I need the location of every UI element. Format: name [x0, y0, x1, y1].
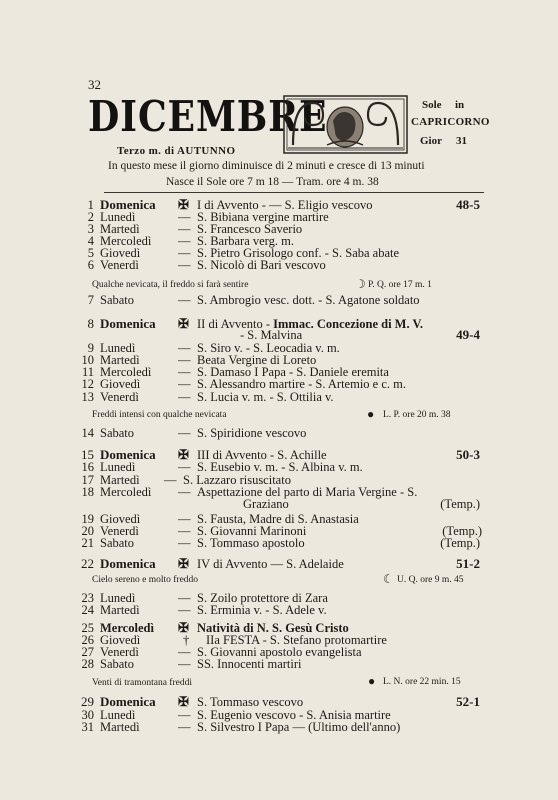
day-number: 7	[87, 293, 94, 307]
saint-text: S. Silvestro I Papa — (Ultimo dell'anno)	[197, 720, 401, 734]
dash-icon: —	[178, 210, 191, 224]
day-row-continued	[60, 329, 484, 341]
day-number: 19	[81, 512, 94, 526]
saint-text: I di Avvento - — S. Eligio vescovo	[197, 198, 373, 212]
dash-icon: —	[178, 246, 191, 260]
day-number: 27	[81, 645, 94, 659]
sun-sign-label: Sole	[422, 99, 442, 111]
day-number: 11	[81, 365, 94, 379]
saint-text-continued: Graziano	[243, 497, 289, 511]
day-number: 9	[87, 341, 94, 355]
day-row	[60, 721, 484, 733]
dash-icon: —	[178, 720, 191, 734]
saint-text: S. Francesco Saverio	[197, 222, 303, 236]
saint-text: S. Lucia v. m. - S. Ottilia v.	[197, 390, 334, 404]
day-name: Mercoledì	[100, 234, 152, 248]
ember-day-label: (Temp.)	[442, 524, 482, 538]
day-name: Lunedì	[100, 460, 136, 474]
cross-icon: ✠	[178, 197, 189, 212]
saint-text: S. Giovanni apostolo evangelista	[197, 645, 362, 659]
day-number: 14	[81, 426, 94, 440]
day-name: Martedì	[100, 603, 140, 617]
day-number: 26	[81, 633, 94, 647]
day-name: Domenica	[100, 316, 156, 331]
sun-sign-day-label: Gior	[420, 135, 442, 147]
week-number: 51-2	[456, 556, 480, 571]
day-number: 3	[87, 222, 94, 236]
saint-text: S. Eugenio vescovo - S. Anisia martire	[197, 708, 391, 722]
saint-text-continued: - S. Malvina	[240, 328, 303, 342]
day-row	[60, 558, 484, 570]
dash-icon: —	[178, 460, 191, 474]
day-number: 8	[87, 316, 94, 331]
saint-text: S. Bibiana vergine martire	[197, 210, 329, 224]
day-name: Venerdì	[100, 258, 139, 272]
day-number: 21	[81, 536, 94, 550]
saint-text: S. Eusebio v. m. - S. Albina v. m.	[197, 460, 363, 474]
day-row-continued	[60, 498, 484, 510]
day-name: Lunedì	[100, 591, 136, 605]
weather-note: Cielo sereno e molto freddo	[92, 575, 199, 585]
day-name: Domenica	[100, 694, 156, 709]
day-number: 10	[81, 353, 94, 367]
day-row	[60, 461, 484, 473]
moon-phase: P. Q. ore 17 m. 1	[368, 280, 432, 290]
dash-icon: —	[178, 708, 191, 722]
feast-title: Immac. Concezione di M. V.	[273, 317, 424, 331]
new-moon-icon: ●	[368, 674, 376, 688]
day-name: Sabato	[100, 293, 135, 307]
page-number: 32	[88, 77, 101, 92]
day-name: Giovedì	[100, 377, 141, 391]
day-number: 16	[81, 460, 94, 474]
day-name: Mercoledì	[100, 621, 154, 635]
day-number: 30	[81, 708, 94, 722]
day-name: Sabato	[100, 426, 135, 440]
saint-text: Aspettazione del parto di Maria Vergine - S.	[197, 485, 418, 499]
day-name: Giovedì	[100, 512, 141, 526]
week-number: 49-4	[456, 327, 480, 342]
day-name: Venerdì	[100, 645, 139, 659]
saint-text-part: II di Avvento -	[197, 317, 274, 331]
day-number: 2	[87, 210, 94, 224]
day-number: 31	[81, 720, 94, 734]
dash-icon: —	[178, 536, 191, 550]
ember-day-label: (Temp.)	[440, 536, 480, 550]
day-number: 17	[81, 473, 94, 487]
weather-note: Qualche nevicata, il freddo si farà sentire	[92, 280, 249, 290]
moon-phase: L. N. ore 22 min. 15	[383, 677, 461, 687]
dash-icon: —	[164, 473, 177, 487]
dash-icon: —	[178, 657, 191, 671]
saint-text: S. Tommaso apostolo	[197, 536, 305, 550]
saint-text: S. Barbara verg. m.	[197, 234, 294, 248]
dash-icon: —	[178, 485, 191, 499]
season-label: Terzo m. di AUTUNNO	[117, 145, 236, 157]
dagger-icon: †	[183, 633, 190, 647]
zodiac-vignette	[283, 95, 408, 154]
saint-text: S. Damaso I Papa - S. Daniele eremita	[197, 365, 389, 379]
dash-icon: —	[178, 645, 191, 659]
cross-icon: ✠	[178, 556, 189, 571]
cross-icon: ✠	[178, 694, 189, 709]
day-name: Lunedì	[100, 210, 136, 224]
dash-icon: —	[178, 426, 191, 440]
sun-sign-day: 31	[456, 135, 467, 147]
weather-note: Freddi intensi con qualche nevicata	[92, 410, 227, 420]
header-divider	[104, 192, 484, 193]
day-number: 18	[81, 485, 94, 499]
saint-text: S. Ambrogio vesc. dott. - S. Agatone soldato	[197, 293, 420, 307]
day-name: Martedì	[100, 222, 140, 236]
day-number: 1	[87, 197, 94, 212]
saint-text: IV di Avvento — S. Adelaide	[197, 557, 344, 571]
dash-icon: —	[178, 390, 191, 404]
day-name: Domenica	[100, 556, 156, 571]
dash-icon: —	[178, 377, 191, 391]
day-number: 6	[87, 258, 94, 272]
week-number: 48-5	[456, 197, 480, 212]
day-number: 22	[81, 556, 94, 571]
day-name: Giovedì	[100, 246, 141, 260]
dash-icon: —	[178, 353, 191, 367]
first-quarter-moon-icon: ☽	[355, 277, 366, 291]
day-number: 28	[81, 657, 94, 671]
dash-icon: —	[178, 222, 191, 236]
day-name: Mercoledì	[100, 485, 152, 499]
saint-text: S. Pietro Grisologo conf. - S. Saba abate	[197, 246, 400, 260]
day-number: 5	[87, 246, 94, 260]
ember-day-label: (Temp.)	[440, 497, 480, 511]
saint-text: S. Tommaso vescovo	[197, 695, 304, 709]
moon-phase: L. P. ore 20 m. 38	[383, 410, 451, 420]
full-moon-icon: ●	[367, 407, 375, 421]
saint-text: Beata Vergine di Loreto	[197, 353, 317, 367]
dash-icon: —	[178, 603, 191, 617]
sunrise-sunset-info: Nasce il Sole ore 7 m 18 — Tram. ore 4 m. 38	[166, 176, 379, 188]
saint-text: S. Nicolò di Bari vescovo	[197, 258, 326, 272]
day-number: 20	[81, 524, 94, 538]
dash-icon: —	[178, 512, 191, 526]
dash-icon: —	[178, 365, 191, 379]
day-number: 13	[81, 390, 94, 404]
saint-text: S. Spiridione vescovo	[197, 426, 307, 440]
day-name: Venerdì	[100, 524, 139, 538]
week-number: 52-1	[456, 694, 480, 709]
day-name: Sabato	[100, 536, 135, 550]
cross-icon: ✠	[178, 447, 189, 462]
day-number: 29	[81, 694, 94, 709]
day-name: Sabato	[100, 657, 135, 671]
day-row	[60, 391, 484, 403]
dash-icon: —	[178, 591, 191, 605]
day-name: Lunedì	[100, 708, 136, 722]
feast-title: Natività di N. S. Gesù Cristo	[197, 621, 349, 635]
day-row	[60, 378, 484, 390]
saint-text: S. Giovanni Marinoni	[197, 524, 307, 538]
saint-text: IIa FESTA - S. Stefano protomartire	[206, 633, 387, 647]
month-title: DICEMBRE	[88, 92, 328, 141]
day-number: 25	[81, 621, 94, 635]
day-row	[60, 259, 484, 271]
day-name: Giovedì	[100, 633, 141, 647]
day-row	[60, 427, 484, 439]
dash-icon: —	[178, 258, 191, 272]
week-number: 50-3	[456, 447, 480, 462]
cross-icon: ✠	[178, 316, 189, 331]
saint-text: S. Zoilo protettore di Zara	[197, 591, 328, 605]
saint-text: III di Avvento - S. Achille	[197, 448, 327, 462]
saint-text: S. Erminia v. - S. Adele v.	[197, 603, 327, 617]
saint-text: S. Alessandro martire - S. Artemio e c. m.	[197, 377, 406, 391]
saint-text: S. Fausta, Madre di S. Anastasia	[197, 512, 359, 526]
weather-note: Venti di tramontana freddi	[92, 678, 192, 688]
sun-sign-name: CAPRICORNO	[411, 116, 490, 128]
day-name: Domenica	[100, 447, 156, 462]
day-name: Venerdì	[100, 390, 139, 404]
day-number: 12	[81, 377, 94, 391]
day-row	[60, 658, 484, 670]
dash-icon: —	[178, 341, 191, 355]
dash-icon: —	[178, 293, 191, 307]
day-row	[60, 604, 484, 616]
day-number: 4	[87, 234, 94, 248]
day-number: 15	[81, 447, 94, 462]
saint-text: S. Siro v. - S. Leocadia v. m.	[197, 341, 340, 355]
day-name: Domenica	[100, 197, 156, 212]
day-number: 23	[81, 591, 94, 605]
day-number: 24	[81, 603, 94, 617]
last-quarter-moon-icon: ☾	[383, 572, 394, 586]
sun-sign-in: in	[455, 99, 465, 111]
day-name: Martedì	[100, 353, 140, 367]
saint-text: S. Lazzaro risuscitato	[183, 473, 291, 487]
day-name: Mercoledì	[100, 365, 152, 379]
dash-icon: —	[178, 234, 191, 248]
day-name: Martedì	[100, 473, 140, 487]
day-row	[60, 696, 484, 708]
dash-icon: —	[178, 524, 191, 538]
day-row	[60, 294, 484, 306]
day-row	[60, 537, 484, 549]
cross-icon: ✠	[178, 620, 189, 635]
moon-phase: U. Q. ore 9 m. 45	[397, 575, 464, 585]
day-name: Martedì	[100, 720, 140, 734]
day-name: Lunedì	[100, 341, 136, 355]
day-length-info: In questo mese il giorno diminuisce di 2 minuti e cresce di 13 minuti	[108, 160, 425, 172]
saint-text: SS. Innocenti martiri	[197, 657, 302, 671]
